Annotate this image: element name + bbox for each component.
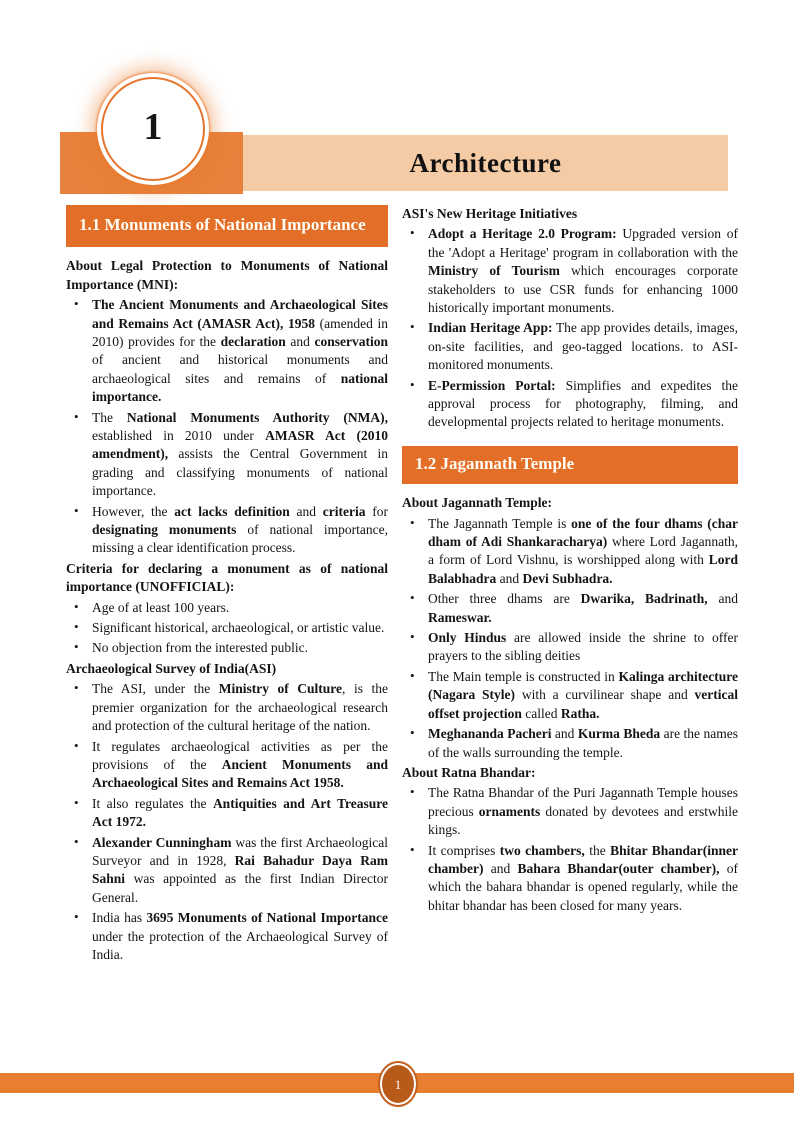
bullet-text: India has 3695 Monuments of National Importance under the protection of the Archaeological Survey of India. — [92, 910, 388, 962]
bullet-item — [66, 599, 388, 617]
bullet-dot-icon: • — [410, 376, 415, 392]
bullet-item — [402, 668, 738, 723]
bullet-item — [66, 909, 388, 964]
bullet-dot-icon: • — [410, 225, 415, 241]
bullet-text: It comprises two chambers, the Bhitar Bhandar(inner chamber) and Bahara Bhandar(outer chamber), of which the bahara bhandar is opened regularly, while the bhitar bhandar has been closed for many years. — [428, 842, 739, 913]
chapter-number-badge — [101, 77, 205, 181]
page-number-badge — [380, 1063, 416, 1105]
bullet-item — [66, 409, 388, 501]
bullet-text: The Ratna Bhandar of the Puri Jagannath Temple houses precious ornaments donated by devotees and erstwhile kings. — [428, 785, 738, 838]
bullet-item — [402, 725, 738, 762]
bullet-text: It regulates archaeological activities as per the provisions of the Ancient Monuments and Archaeological Sites and Remains Act 1958. — [92, 738, 388, 791]
chapter-header-peach-banner — [243, 135, 728, 191]
bullet-text: The ASI, under the Ministry of Culture, is the premier organization for the archaeological research and protection of the cultural heritage of the nation. — [92, 681, 388, 734]
bullet-text: However, the act lacks definition and criteria for designating monuments of national importance, missing a clear identification process. — [92, 503, 388, 556]
bullet-dot-icon: • — [410, 784, 415, 800]
bullet-text: Indian Heritage App: The app provides details, images, on-site facilities, and geo-tagged locations. to ASI-monitored monuments. — [428, 320, 738, 373]
content-heading: Archaeological Survey of India(ASI) — [66, 660, 277, 676]
bullet-dot-icon: • — [74, 794, 79, 810]
content-heading: About Legal Protection to Monuments of National Importance (MNI): — [66, 258, 388, 292]
content-heading: ASI's New Heritage Initiatives — [402, 206, 578, 221]
bullet-dot-icon: • — [410, 590, 415, 606]
bullet-text: The Jagannath Temple is one of the four dhams (char dham of Adi Shankaracharya) where Lord Jagannath, a form of Lord Vishnu, is worshipped along with Lord Balabhadra and Devi Subhadra. — [428, 515, 738, 586]
bullet-item — [66, 680, 388, 735]
bullet-dot-icon: • — [74, 598, 79, 614]
bullet-item — [402, 319, 738, 374]
bullet-dot-icon: • — [410, 629, 415, 645]
bullet-dot-icon: • — [74, 680, 79, 696]
bullet-text: Alexander Cunningham was the first Archaeological Surveyor and in 1928, Rai Bahadur Daya Ram Sahni was appointed as the first Indian Director General. — [92, 834, 388, 905]
bullet-dot-icon: • — [410, 725, 415, 741]
bullet-item — [402, 590, 738, 627]
bullet-text: No objection from the interested public. — [92, 640, 308, 656]
bullet-text: Only Hindus are allowed inside the shrine to offer prayers to the sibling deities — [428, 630, 738, 664]
bullet-dot-icon: • — [74, 639, 79, 655]
bullet-dot-icon: • — [74, 619, 79, 635]
bullet-item — [66, 738, 388, 793]
left-column — [66, 205, 388, 966]
section-header-1-1: 1.1 Monuments of National Importance — [66, 205, 388, 247]
bullet-text: Adopt a Heritage 2.0 Program: Upgraded version of the 'Adopt a Heritage' program in collaboration with the Ministry of Tourism which encourages corporate stakeholders to use CSR funds for enhancing 1000 historically important monuments. — [428, 226, 739, 316]
bullet-text: Age of at least 100 years. — [92, 599, 230, 615]
bullet-text: Other three dhams are Dwarika, Badrinath, and Rameswar. — [428, 591, 738, 625]
bullet-item — [402, 377, 738, 432]
bullet-item — [66, 639, 388, 657]
bullet-item — [66, 503, 388, 558]
bullet-dot-icon: • — [74, 408, 79, 424]
chapter-title: Architecture — [409, 147, 562, 178]
bullet-text: Meghananda Pacheri and Kurma Bheda are the names of the walls surrounding the temple. — [428, 726, 739, 760]
section-header: 1.2 Jagannath Temple — [402, 446, 738, 484]
bullet-item — [402, 629, 738, 666]
bullet-dot-icon: • — [410, 841, 415, 857]
bullet-dot-icon: • — [74, 909, 79, 925]
bullet-item — [402, 225, 738, 317]
left-column-content — [66, 257, 388, 964]
bullet-dot-icon: • — [410, 319, 415, 335]
bullet-item — [402, 784, 738, 839]
bullet-item — [66, 296, 388, 406]
bullet-text: It also regulates the Antiquities and Art Treasure Act 1972. — [92, 795, 388, 830]
content-heading: About Jagannath Temple: — [402, 495, 553, 511]
bullet-text: The National Monuments Authority (NMA), established in 2010 under AMASR Act (2010 amendment), assists the Central Government in grading and classifying monuments of national importance. — [92, 409, 388, 499]
bullet-dot-icon: • — [410, 667, 415, 683]
content-heading: About Ratna Bhandar: — [402, 764, 536, 780]
bullet-dot-icon: • — [74, 833, 79, 849]
bullet-text: Significant historical, archaeological, or artistic value. — [92, 620, 385, 636]
bullet-dot-icon: • — [74, 737, 79, 753]
bullet-item — [66, 834, 388, 908]
bullet-text: The Main temple is constructed in Kalinga architecture (Nagara Style) with a curvilinear shape and vertical offset projection called Ratha. — [428, 668, 739, 721]
chapter-number: 1 — [143, 106, 163, 148]
bullet-dot-icon: • — [410, 514, 415, 530]
bullet-item — [402, 515, 738, 589]
bullet-dot-icon: • — [74, 296, 79, 312]
bullet-item — [66, 619, 388, 637]
bullet-text: The Ancient Monuments and Archaeological Sites and Remains Act (AMASR Act), 1958 (amended in 2010) provides for the declaration and conservation of ancient and historical monuments and archaeological sites and remains of national importance. — [92, 297, 388, 405]
right-column — [402, 205, 738, 917]
right-column-content — [402, 205, 738, 915]
bullet-text: E-Permission Portal: Simplifies and expedites the approval process for photography, filming, and developmental projects related to heritage monuments. — [428, 377, 738, 430]
bullet-item — [402, 842, 738, 916]
content-heading: Criteria for declaring a monument as of national importance (UNOFFICIAL): — [66, 560, 388, 595]
page-number: 1 — [394, 1076, 402, 1092]
bullet-item — [66, 795, 388, 832]
bullet-dot-icon: • — [74, 502, 79, 518]
